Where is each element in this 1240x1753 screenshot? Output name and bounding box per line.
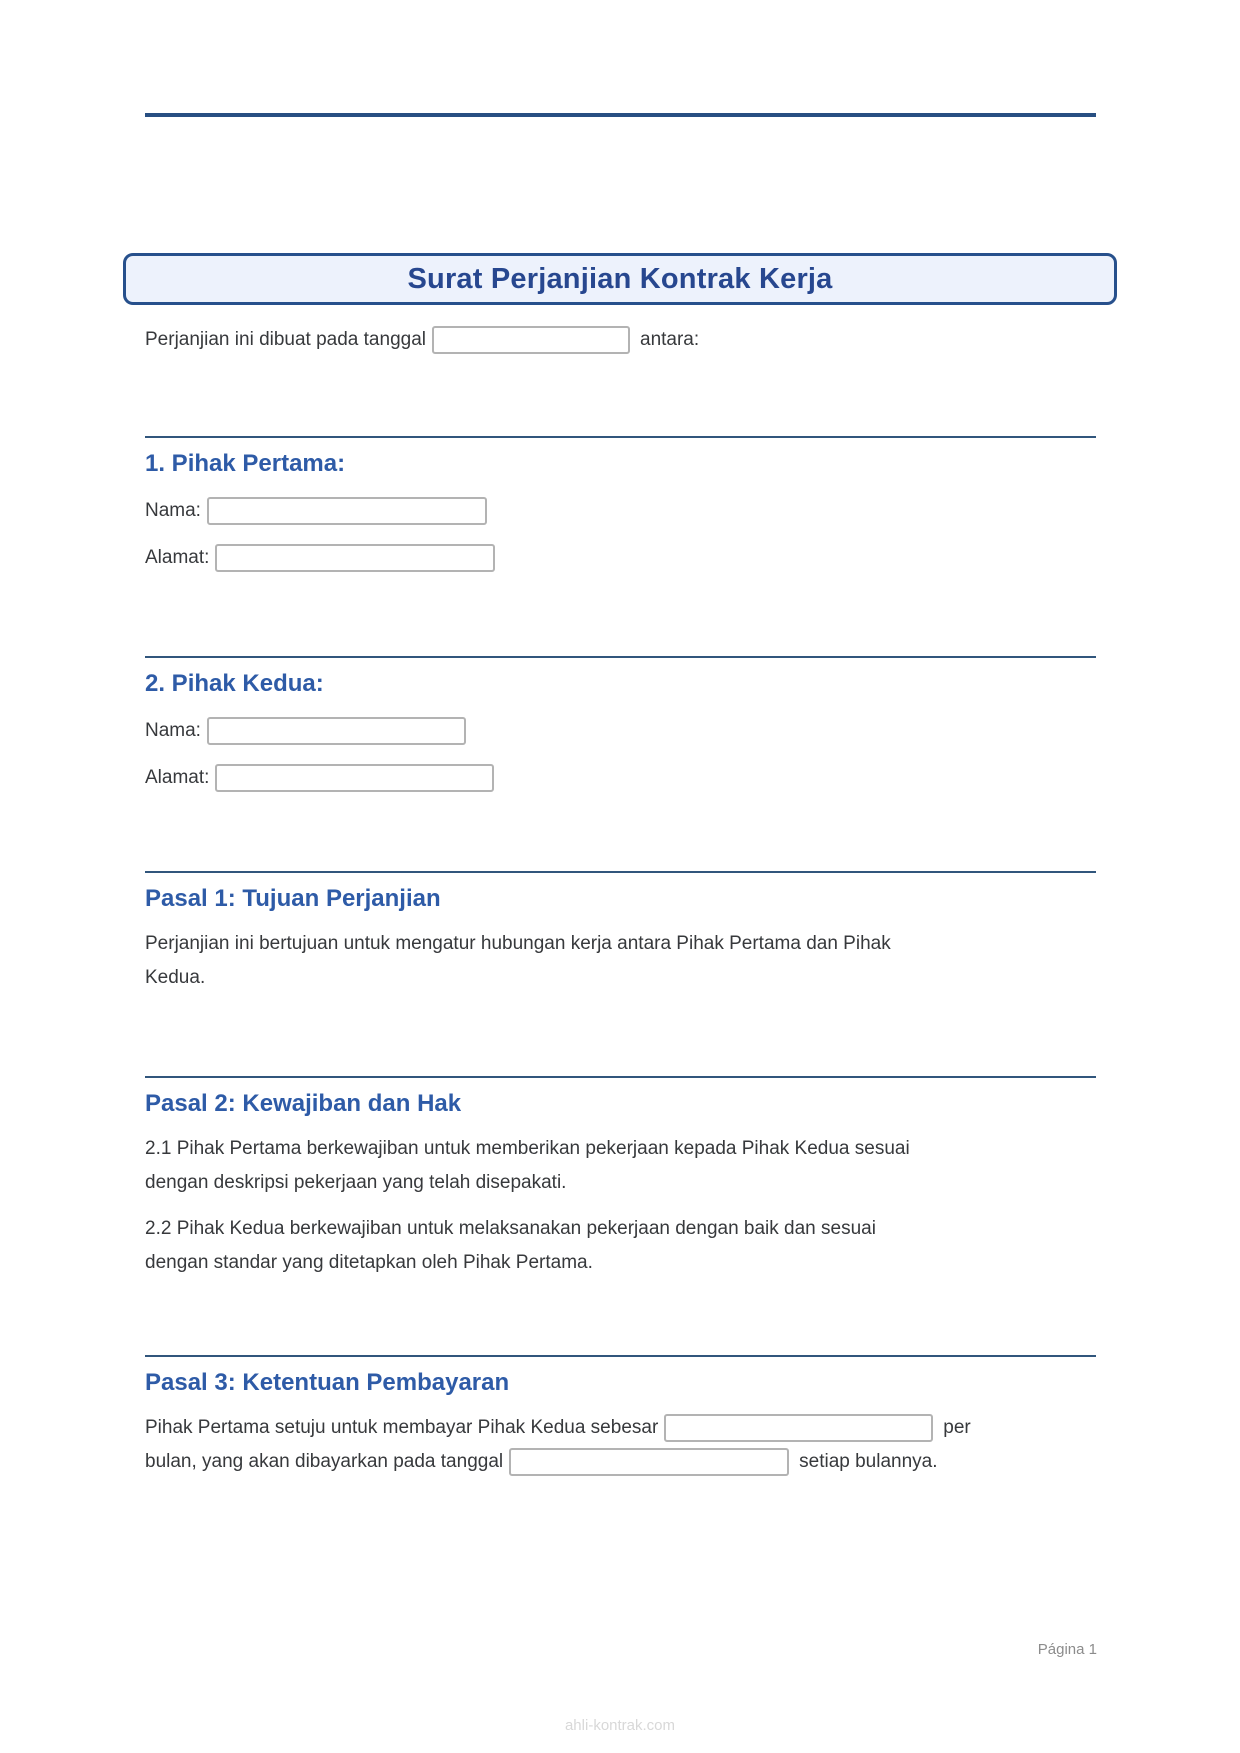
field-row-nama [145, 496, 1096, 526]
section-heading-pasal-2: Pasal 2: Kewajiban dan Hak [145, 1090, 462, 1117]
pihak-pertama-nama-input[interactable] [207, 497, 487, 525]
payment-line-2 [145, 1445, 1096, 1479]
field-row-nama [145, 716, 1096, 746]
alamat-label: Alamat: [145, 547, 210, 568]
section-heading-pihak-kedua: 2. Pihak Kedua: [145, 670, 324, 697]
section-pihak-pertama [145, 436, 1096, 573]
field-row-alamat [145, 763, 1096, 793]
section-pasal-1 [145, 871, 1096, 995]
section-heading-pasal-1: Pasal 1: Tujuan Perjanjian [145, 885, 441, 912]
intro-paragraph [145, 323, 1096, 357]
section-pasal-2 [145, 1076, 1096, 1280]
alamat-label: Alamat: [145, 767, 210, 788]
field-row-alamat [145, 543, 1096, 573]
pasal-3-paragraph [145, 1411, 1096, 1479]
paragraph-line: dengan standar yang ditetapkan oleh Pihak Pertama. [145, 1252, 593, 1273]
nama-label: Nama: [145, 720, 201, 741]
pihak-kedua-alamat-input[interactable] [215, 764, 494, 792]
document-content [0, 113, 1240, 1479]
payment-text: setiap bulannya. [799, 1451, 938, 1472]
intro-text-after: antara: [640, 329, 700, 350]
payment-text: Pihak Pertama setuju untuk membayar Pihak Kedua sebesar [145, 1417, 659, 1438]
paragraph-line: Kedua. [145, 967, 206, 988]
paragraph-line: 2.2 Pihak Kedua berkewajiban untuk melaksanakan pekerjaan dengan baik dan sesuai [145, 1218, 876, 1239]
paragraph-line: dengan deskripsi pekerjaan yang telah disepakati. [145, 1172, 567, 1193]
payment-amount-input[interactable] [664, 1414, 933, 1442]
payment-date-input[interactable] [509, 1448, 789, 1476]
section-divider [145, 436, 1096, 438]
payment-line-1 [145, 1411, 1096, 1445]
nama-label: Nama: [145, 500, 201, 521]
paragraph-line: Perjanjian ini bertujuan untuk mengatur hubungan kerja antara Pihak Pertama dan Pihak [145, 933, 891, 954]
section-heading-pihak-pertama: 1. Pihak Pertama: [145, 450, 346, 477]
section-heading-pasal-3: Pasal 3: Ketentuan Pembayaran [145, 1369, 510, 1396]
section-pasal-3 [145, 1355, 1096, 1479]
payment-text: bulan, yang akan dibayarkan pada tanggal [145, 1451, 504, 1472]
pasal-2-paragraph-2 [145, 1212, 1096, 1280]
pasal-2-paragraph-1 [145, 1132, 1096, 1200]
section-pihak-kedua [145, 656, 1096, 793]
section-divider [145, 1076, 1096, 1078]
contract-date-input[interactable] [432, 326, 630, 354]
watermark: ahli-kontrak.com [564, 1717, 676, 1734]
paragraph-line: 2.1 Pihak Pertama berkewajiban untuk memberikan pekerjaan kepada Pihak Kedua sesuai [145, 1138, 910, 1159]
top-rule-divider [145, 113, 1096, 117]
pihak-kedua-nama-input[interactable] [207, 717, 466, 745]
intro-text-before: Perjanjian ini dibuat pada tanggal [145, 329, 426, 350]
page-title: Surat Perjanjian Kontrak Kerja [407, 262, 833, 295]
pihak-pertama-alamat-input[interactable] [215, 544, 495, 572]
pasal-1-paragraph [145, 927, 1096, 995]
section-divider [145, 656, 1096, 658]
document-title-box [123, 253, 1117, 305]
section-divider [145, 871, 1096, 873]
section-divider [145, 1355, 1096, 1357]
page-number: Página 1 [1037, 1641, 1097, 1658]
payment-text: per [943, 1417, 971, 1438]
